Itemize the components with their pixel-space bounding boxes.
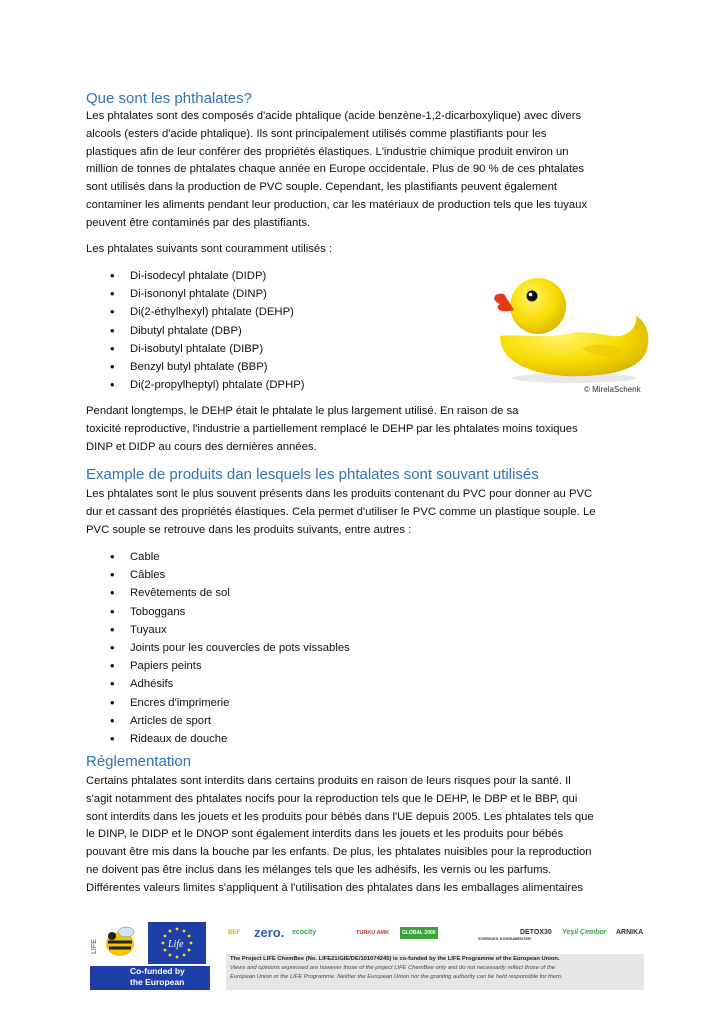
cofunded-line: Co-funded by (130, 966, 185, 976)
cofunded-badge (90, 966, 210, 998)
partner-logo-global2000: GLOBAL 2000 (400, 927, 438, 939)
list-item: • Di(2-éthylhexyl) phtalate (DEHP) (110, 303, 305, 321)
text-line: alcools (esters d'acide phtalique). Ils sont principalement utilisés comme plastifiants pour les (86, 127, 547, 140)
text-line: Les phtalates sont le plus souvent présents dans les produits contenant du PVC pour donner au PVC (86, 488, 593, 500)
partner-logo-konsumenter: SVERIGES KONSUMENTER (478, 936, 531, 941)
partner-logo-zero: zero. (254, 925, 285, 940)
life-eu-flag (148, 922, 206, 964)
text-line: contaminer les aliments pendant leur production, car les matériaux de production tels que les tuyaux (86, 198, 588, 211)
list-item: • Câbles (110, 566, 350, 584)
list-item: • Revêtements de sol (110, 584, 350, 602)
text-line: s'agit notamment des phtalates nocifs pour la reproduction tels que le DEHP, le DBP et le BBP, qui (86, 792, 578, 805)
list-item: • Toboggans (110, 603, 350, 621)
partner-logo-turku: TURKU AMK (356, 930, 390, 936)
text-line: ne doivent pas être inclus dans les mélanges tels que les adhésifs, les vernis ou les parfums. (86, 863, 552, 876)
heading-what-are-phthalates: Que sont les phthalates? (86, 90, 252, 107)
list-item: • Tuyaux (110, 621, 350, 639)
image-credit: © MirelaSchenk (584, 385, 641, 394)
pvc-paragraph (86, 486, 646, 539)
text-line: PVC souple se retrouve dans les produits suivants, entre autres : (86, 523, 412, 536)
partner-logo-detox30: DETOX30 (520, 929, 552, 936)
text-line: le DINP, le DIDP et le DNOP sont également interdits dans les jouets et les produits pour bébés (86, 828, 564, 841)
disclaimer-line: European Union or the LIFE Programme. Neither the European Union nor the granting authority can be held responsible for them. (230, 974, 563, 980)
text-line: million de tonnes de phtalates chaque année en Europe occidentale. Plus de 90 % de ces phtalates (86, 163, 585, 176)
list-item: • Joints pour les couvercles de pots vissables (110, 639, 350, 657)
funding-disclaimer (226, 954, 644, 990)
list-item: • Encres d'imprimerie (110, 694, 350, 712)
text-line: sont interdits dans les jouets et les produits pour bébés dans l'UE depuis 2005. Les phtalates tels que (86, 810, 594, 823)
disclaimer-bold: The Project LIFE ChemBee (No. LIFE21/GIE/DE/101074245) is co-funded by the LIFE Programme of the European Union. (230, 956, 560, 962)
partner-logo-arnika: ARNIKA (616, 929, 644, 936)
text-line: toxicité reproductive, l'industrie a partiellement remplacé le DEHP par les phtalates moins toxiques (86, 422, 578, 435)
logo-life-text: LIFE (91, 939, 98, 954)
list-item: • Cable (110, 548, 350, 566)
dehp-paragraph (86, 403, 646, 456)
heading-products: Example de produits dan lesquels les phtalates sont souvant utilisés (86, 466, 539, 483)
disclaimer-line: Views and opinions expressed are however those of the project LIFE ChemBee only and do not necessarily reflect those of the (230, 965, 556, 971)
rubber-duck-image (486, 272, 656, 384)
partner-logo-yesil-cember: Yeşil Çember (562, 929, 607, 936)
text-line: Les phtalates sont des composés d'acide phtalique (acide benzène-1,2-dicarboxylique) avec divers (86, 110, 582, 122)
list-item: • Articles de sport (110, 712, 350, 730)
list-item: • Di-isodecyl phtalate (DIDP) (110, 267, 305, 285)
text-line: Différentes valeurs limites s'appliquent à l'utilisation des phtalates dans les emballages alimentaires (86, 881, 584, 894)
text-line: sont utilisés dans la production de PVC souple. Cependant, les plastifiants peuvent également (86, 181, 557, 194)
list-item: • Benzyl butyl phtalate (BBP) (110, 358, 305, 376)
footer (86, 918, 646, 998)
phthalate-list (110, 267, 305, 394)
flag-life-text: Life (168, 939, 184, 950)
text-line: Certains phtalates sont interdits dans certains produits en raison de leurs risques pour la santé. Il (86, 775, 571, 787)
list-item: • Rideaux de douche (110, 730, 350, 748)
text-line: pouvant être mis dans la bouche par les enfants. De plus, les phtalates nuisibles pour la reproduction (86, 846, 592, 859)
text-line: peuvent être contaminés par des plastifiants. (86, 216, 311, 229)
text-line: DINP et DIDP au cours des dernières années. (86, 440, 317, 453)
list-item: • Di-isobutyl phtalate (DIBP) (110, 340, 305, 358)
list-item: • Di(2-propylheptyl) phtalate (DPHP) (110, 376, 305, 394)
partner-logo-bef: BEF (228, 930, 240, 936)
cofunded-line: the European Union (130, 977, 185, 998)
regulation-paragraph (86, 773, 646, 898)
text-line: Pendant longtemps, le DEHP était le phtalate le plus largement utilisé. En raison de sa (86, 405, 519, 417)
text-line: dur et cassant des propriétés élastiques. Cela permet d'utiliser le PVC comme un plastique souple. Le (86, 505, 596, 518)
list-item: • Di-isononyl phtalate (DINP) (110, 285, 305, 303)
partner-logo-ecocity: ecocity (292, 929, 317, 936)
list-item: • Papiers peints (110, 657, 350, 675)
text-line: plastiques afin de leur conférer des propriétés élastiques. L'industrie chimique produit environ un (86, 145, 569, 158)
intro-paragraph (86, 108, 646, 233)
list-item: • Adhésifs (110, 675, 350, 693)
pvc-products-list (110, 548, 350, 748)
list-item: • Dibutyl phtalate (DBP) (110, 322, 305, 340)
heading-regulation: Réglementation (86, 753, 192, 770)
common-phthalates-intro: Les phtalates suivants sont couramment utilisés : (86, 243, 333, 255)
